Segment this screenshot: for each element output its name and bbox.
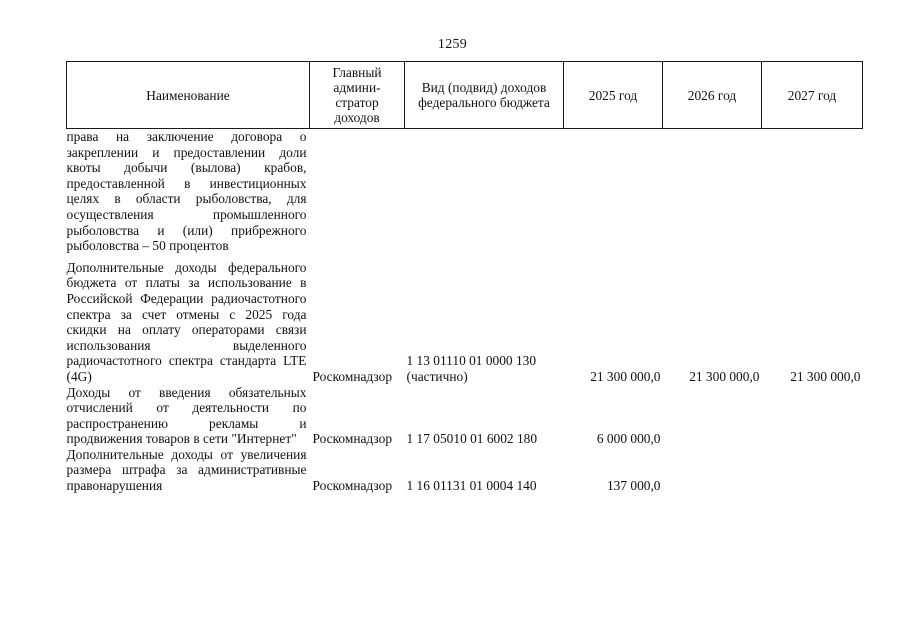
header-administrator: Главный админи-стратор доходов <box>310 62 405 129</box>
table-header-row <box>67 62 863 129</box>
header-name: Наименование <box>67 62 310 129</box>
table-row <box>67 260 863 385</box>
row-code: 1 16 01131 01 0004 140 <box>406 478 537 494</box>
table-row <box>67 385 863 447</box>
row-2026: 21 300 000,0 <box>689 368 760 384</box>
row-name: права на заключение договора о закреплении и предоставлении доли квоты добычи (вылова) крабов, предоставленной в инвестиционных целях в области рыболовства, для осуществления промышленного рыболовства и (или) прибрежного рыболовства – 50 процентов <box>66 129 307 254</box>
row-name: Дополнительные доходы федерального бюджета от платы за использование в Российской Федерации радиочастотного спектра за счет отмены с 2025 года скидки на оплату операторами связи использования выделенного радиочастотного спектра стандарта LTE (4G) <box>66 259 307 384</box>
page-number: 1259 <box>437 37 468 52</box>
row-2025: 6 000 000,0 <box>596 431 661 447</box>
row-2027 <box>762 129 863 260</box>
header-2026: 2026 год <box>663 62 762 129</box>
row-2027 <box>762 385 863 447</box>
row-2027: 21 300 000,0 <box>790 368 861 384</box>
row-2026 <box>663 447 762 494</box>
row-administrator: Роскомнадзор <box>312 368 393 384</box>
row-code: 1 17 05010 01 6002 180 <box>406 431 538 447</box>
row-2026 <box>663 385 762 447</box>
row-2026 <box>663 129 762 260</box>
budget-revenue-table <box>66 61 863 494</box>
table-row <box>67 129 863 260</box>
row-administrator <box>310 129 405 260</box>
row-code: 1 13 01110 01 0000 130 (частично) <box>406 353 537 384</box>
header-code: Вид (подвид) доходов федерального бюджета <box>405 62 564 129</box>
row-code <box>405 129 564 260</box>
row-name: Дополнительные доходы от увеличения размера штрафа за административные правонарушения <box>66 446 307 494</box>
table-row <box>67 447 863 494</box>
header-2025: 2025 год <box>564 62 663 129</box>
row-2025 <box>564 129 663 260</box>
row-2025: 137 000,0 <box>606 478 661 494</box>
row-name: Доходы от введения обязательных отчислений от деятельности по распространению рекламы и продвижения товаров в сети "Интернет" <box>66 384 307 447</box>
row-administrator: Роскомнадзор <box>312 478 393 494</box>
row-administrator: Роскомнадзор <box>312 431 393 447</box>
header-2027: 2027 год <box>762 62 863 129</box>
row-2025: 21 300 000,0 <box>590 368 661 384</box>
row-2027 <box>762 447 863 494</box>
